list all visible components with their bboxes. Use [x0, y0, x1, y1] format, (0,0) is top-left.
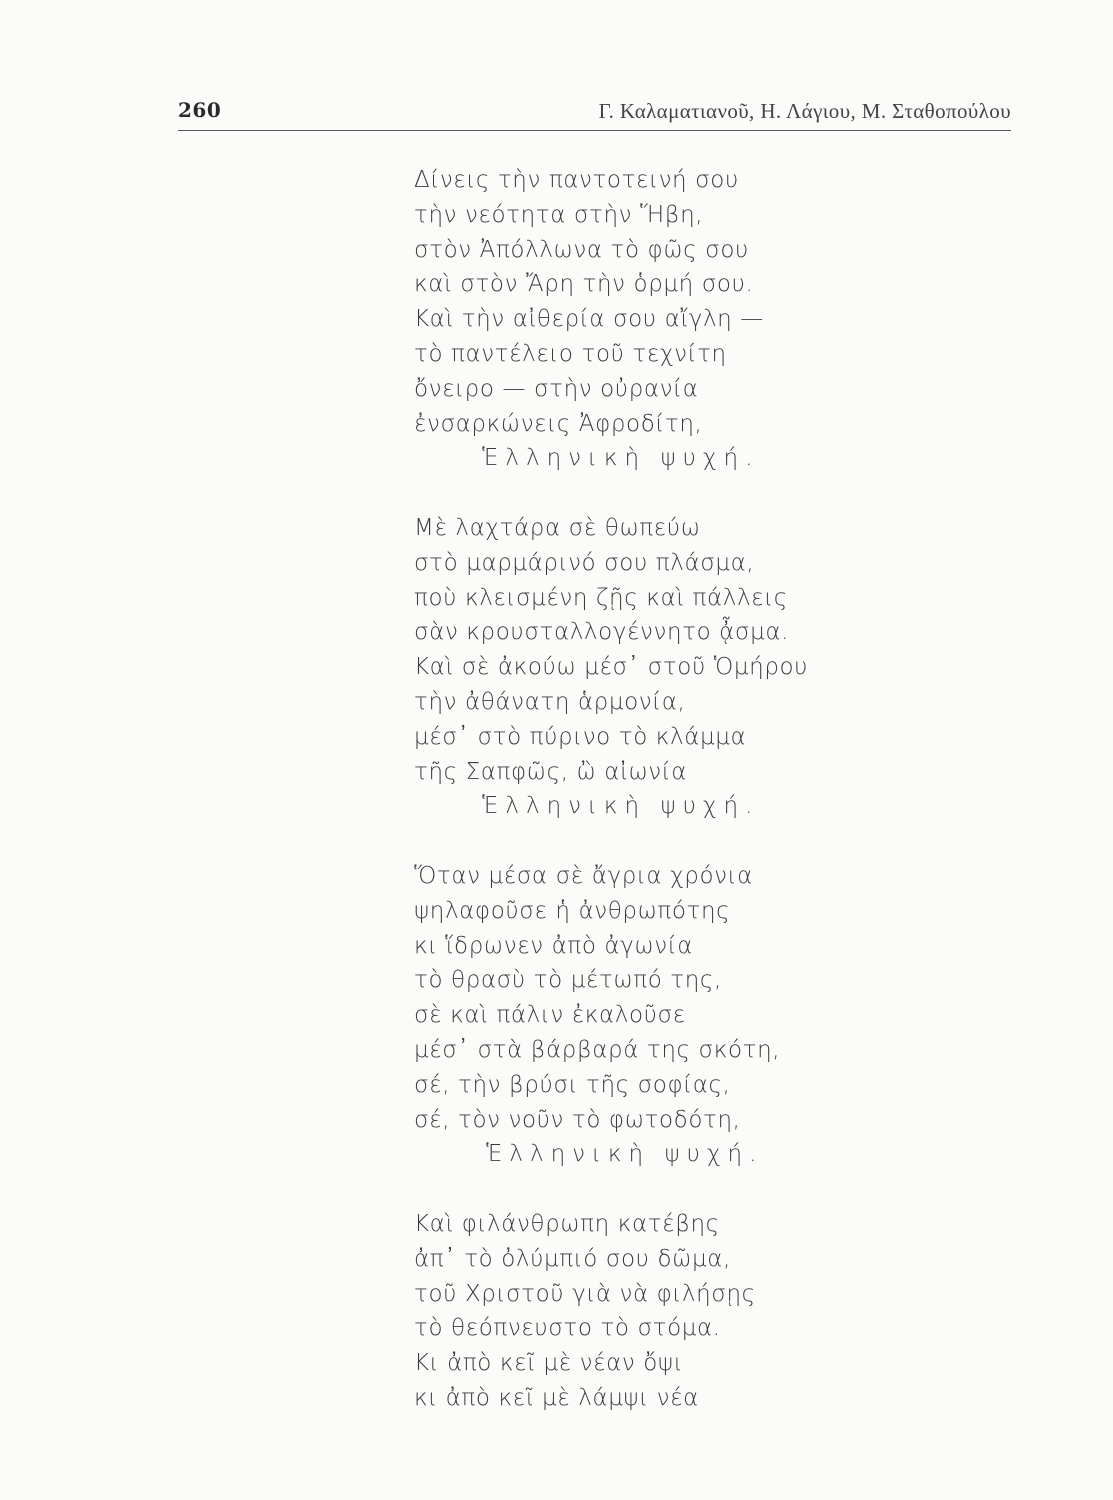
poem-line: τὴν ἀθάνατη ἁρμονία,	[414, 688, 686, 715]
stanza-2	[414, 511, 808, 824]
poem	[414, 163, 808, 1450]
refrain-line: Ἑλληνικὴ ψυχή.	[482, 445, 760, 472]
poem-line: τὸ θεόπνευστο τὸ στόμα.	[414, 1315, 721, 1342]
poem-line: ποὺ κλεισμένη ζῇς καὶ πάλλεις	[414, 584, 788, 611]
poem-line: σέ, τὴν βρύσι τῆς σοφίας,	[414, 1071, 731, 1098]
running-head: Γ. Καλαματιανοῦ, Η. Λάγιου, Μ. Σταθοπούλου	[598, 99, 1011, 123]
refrain-line: Ἑλληνικὴ ψυχή.	[486, 1141, 764, 1168]
poem-line: Καὶ σὲ ἀκούω μέσ᾽ στοῦ Ὁμήρου	[414, 654, 809, 681]
poem-line: σὰν κρουσταλλογέννητο ᾆσμα.	[414, 619, 790, 646]
poem-line: μέσ᾽ στὸ πύρινο τὸ κλάμμα	[414, 723, 747, 750]
poem-line: Δίνεις τὴν παντοτεινή σου	[414, 167, 739, 193]
poem-line: ψηλαφοῦσε ἡ ἀνθρωπότης	[414, 897, 731, 924]
poem-line: τοῦ Χριστοῦ γιὰ νὰ φιλήσῃς	[414, 1280, 756, 1307]
poem-line: τῆς Σαπφῶς, ὢ αἰωνία	[414, 758, 688, 785]
poem-line: τὸ παντέλειο τοῦ τεχνίτη	[414, 340, 727, 367]
stanza-4	[414, 1207, 808, 1416]
poem-line: Ὅταν μέσα σὲ ἄγρια χρόνια	[414, 862, 753, 889]
poem-line: στὸν Ἀπόλλωνα τὸ φῶς σου	[414, 236, 749, 263]
poem-line: Καὶ τὴν αἰθερία σου αἴγλη —	[414, 306, 764, 333]
stanza-1	[414, 163, 808, 476]
header-rule	[178, 130, 1011, 131]
poem-line: Καὶ φιλάνθρωπη κατέβης	[414, 1210, 720, 1237]
refrain-line: Ἑλληνικὴ ψυχή.	[482, 793, 760, 820]
poem-line: ἀπ᾽ τὸ ὀλύμπιό σου δῶμα,	[414, 1245, 731, 1272]
poem-line: ἐνσαρκώνεις Ἀφροδίτη,	[414, 410, 703, 437]
poem-line: τὸ θρασὺ τὸ μέτωπό της,	[414, 967, 722, 994]
stanza-3	[414, 859, 808, 1172]
poem-line: Κι ἀπὸ κεῖ μὲ νέαν ὄψι	[414, 1350, 684, 1377]
poem-line: μέσ᾽ στὰ βάρβαρά της σκότη,	[414, 1036, 781, 1063]
poem-line: κι ἵδρωνεν ἀπὸ ἀγωνία	[414, 932, 693, 959]
poem-line: καὶ στὸν Ἄρη τὴν ὁρμή σου.	[414, 271, 754, 298]
poem-line: κι ἀπὸ κεῖ μὲ λάμψι νέα	[414, 1384, 699, 1411]
poem-line: Μὲ λαχτάρα σὲ θωπεύω	[414, 514, 701, 541]
poem-line: ὄνειρο — στὴν οὐρανία	[414, 375, 699, 402]
page-number: 260	[178, 98, 222, 122]
poem-line: σὲ καὶ πάλιν ἐκαλοῦσε	[414, 1002, 686, 1029]
poem-line: τὴν νεότητα στὴν Ἥβη,	[414, 201, 704, 228]
poem-line: σέ, τὸν νοῦν τὸ φωτοδότη,	[414, 1106, 741, 1133]
poem-line: στὸ μαρμάρινό σου πλάσμα,	[414, 549, 755, 576]
